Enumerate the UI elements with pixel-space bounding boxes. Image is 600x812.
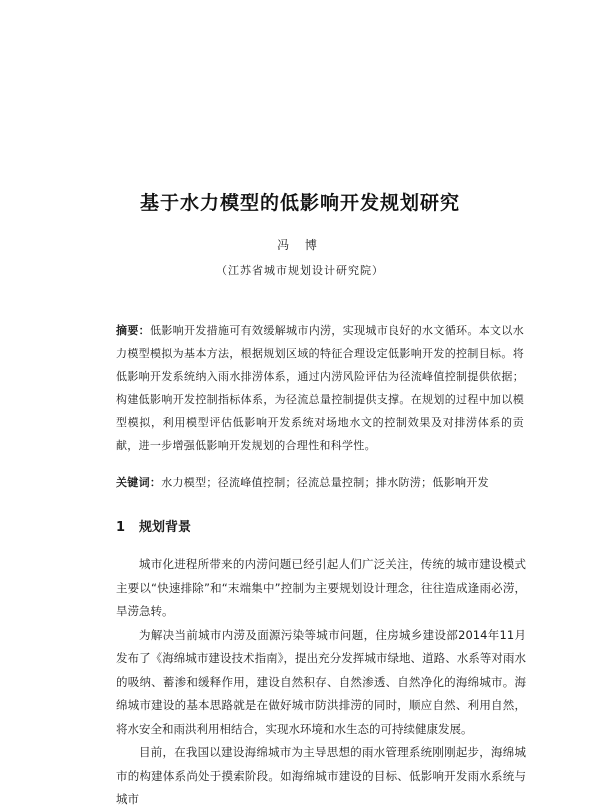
- abstract-text: 低影响开发措施可有效缓解城市内涝，实现城市良好的水文循环。本文以水力模型模拟为基本方法，根据规划区域的特征合理设定低影响开发的控制目标。将低影响开发系统纳入雨水排涝体系，通过内涝风险评估为径流峰值控制提供依据；构建低影响开发控制指标体系，为径流总量控制提供支撑。在规划的过程中加以模型模拟，利用模型评估低影响开发系统对场地水文的控制效果及对排涝体系的贡献，进一步增强低影响开发规划的合理性和科学性。: [116, 324, 524, 452]
- keywords-text: 水力模型；径流峰值控制；径流总量控制；排水防涝；低影响开发: [161, 476, 489, 489]
- abstract: [116, 319, 524, 457]
- section-number: 1: [116, 520, 126, 535]
- author-name: 冯 博: [277, 238, 323, 252]
- author-affiliation: （江苏省城市规划设计研究院）: [216, 264, 384, 277]
- paragraph: 目前，在我国以建设海绵城市为主导思想的雨水管理系统刚刚起步，海绵城市的构建体系尚处于摸索阶段。如海绵城市建设的目标、低影响开发雨水系统与城市: [116, 745, 526, 806]
- paragraph: 城市化进程所带来的内涝问题已经引起人们广泛关注，传统的城市建设模式主要以“快速排除”和“末端集中”控制为主要规划设计理念，往往造成逢雨必涝，旱涝急转。: [116, 557, 526, 618]
- abstract-label: 摘要：: [116, 324, 151, 337]
- keywords-label: 关键词：: [116, 476, 162, 489]
- paragraph: 为解决当前城市内涝及面源污染等城市问题，住房城乡建设部2014年11月发布了《海绵城市建设技术指南》，提出充分发挥城市绿地、道路、水系等对雨水的吸纳、蓄渗和缓释作用，建设自然积存、自然渗透、自然净化的海绵城市。海绵城市建设的基本思路就是在做好城市防洪排涝的同时，顺应自然、利用自然，将水安全和雨洪利用相结合，实现水环境和水生态的可持续健康发展。: [116, 627, 526, 736]
- paper-title: 基于水力模型的低影响开发规划研究: [139, 192, 460, 214]
- keywords: [116, 474, 524, 490]
- section-title: 规划背景: [139, 520, 192, 535]
- body-text: [116, 553, 526, 812]
- section-heading: [116, 516, 191, 535]
